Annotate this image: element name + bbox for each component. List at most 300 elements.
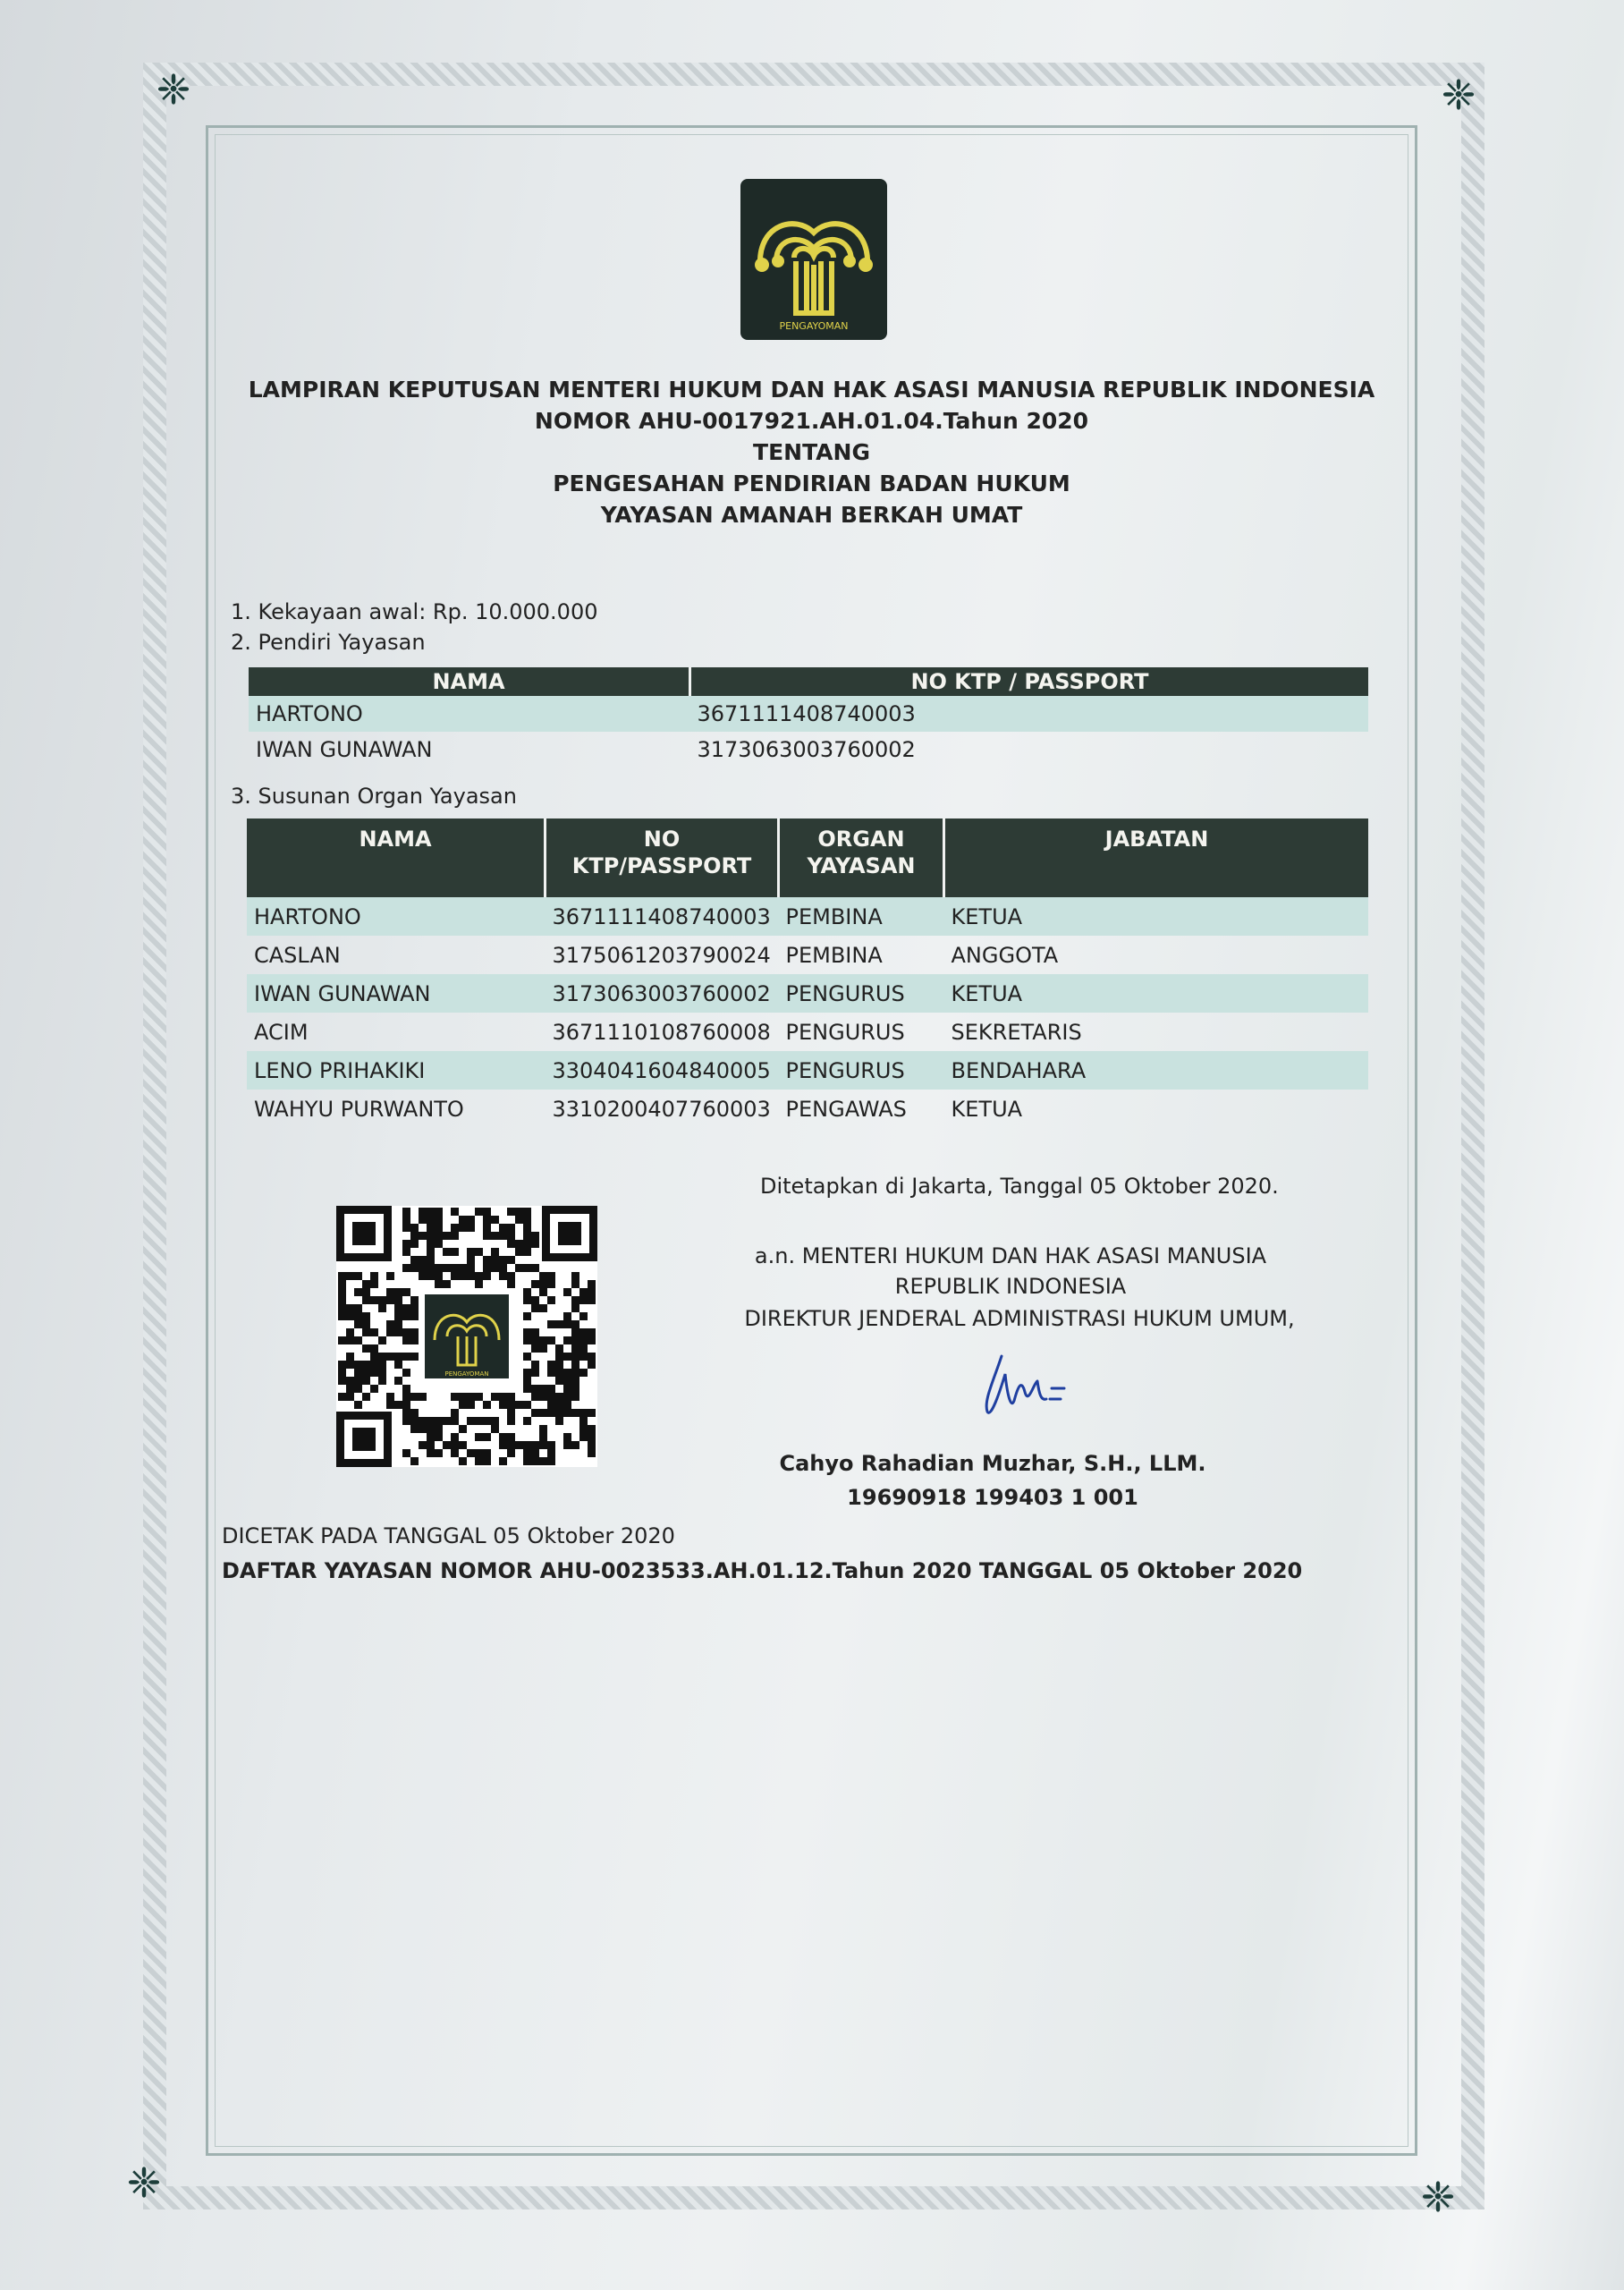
qr-module <box>571 1320 579 1328</box>
qr-module <box>475 1433 483 1441</box>
qr-module <box>410 1457 419 1465</box>
organ-position: ANGGOTA <box>951 942 1059 968</box>
qr-module <box>507 1393 515 1401</box>
organs-table <box>247 818 1368 1128</box>
qr-module <box>459 1457 467 1465</box>
qr-module <box>523 1240 531 1248</box>
column-header: ORGAN YAYASAN <box>779 818 944 897</box>
table-row <box>247 1051 1368 1090</box>
qr-module <box>588 1288 596 1296</box>
qr-module <box>467 1417 475 1425</box>
qr-module <box>531 1304 539 1312</box>
qr-module <box>419 1208 427 1216</box>
qr-module <box>338 1280 346 1288</box>
pengayoman-emblem-icon <box>740 179 887 340</box>
qr-module <box>588 1328 596 1336</box>
qr-module <box>539 1385 547 1393</box>
qr-module <box>531 1296 539 1304</box>
qr-module <box>386 1328 394 1336</box>
qr-caption: PENGAYOMAN <box>444 1370 489 1378</box>
qr-module <box>443 1280 451 1288</box>
qr-module <box>346 1336 354 1344</box>
qr-module <box>531 1240 539 1248</box>
qr-module <box>588 1433 596 1441</box>
qr-module <box>523 1385 531 1393</box>
qr-module <box>419 1441 427 1449</box>
founders-table <box>249 667 1368 768</box>
qr-module <box>547 1393 555 1401</box>
qr-module <box>571 1361 579 1369</box>
qr-module <box>547 1369 555 1377</box>
qr-module <box>539 1433 547 1441</box>
qr-module <box>563 1441 571 1449</box>
qr-module <box>467 1224 475 1232</box>
qr-module <box>539 1409 547 1417</box>
qr-module <box>531 1344 539 1353</box>
qr-module <box>427 1256 435 1264</box>
qr-module <box>539 1344 547 1353</box>
qr-module <box>346 1272 354 1280</box>
qr-module <box>563 1336 571 1344</box>
qr-module <box>394 1312 402 1320</box>
qr-module <box>499 1224 507 1232</box>
qr-code-icon <box>336 1206 597 1467</box>
qr-module <box>354 1320 362 1328</box>
qr-module <box>362 1344 370 1353</box>
qr-module <box>354 1336 362 1344</box>
on-behalf-line-1: a.n. MENTERI HUKUM DAN HAK ASASI MANUSIA <box>754 1243 1267 1268</box>
qr-module <box>531 1328 539 1336</box>
qr-module <box>571 1336 579 1344</box>
qr-module <box>402 1417 410 1425</box>
qr-module <box>378 1361 386 1369</box>
qr-module <box>338 1336 346 1344</box>
qr-module <box>435 1280 443 1288</box>
qr-module <box>523 1296 531 1304</box>
qr-module <box>563 1433 571 1441</box>
qr-module <box>386 1288 394 1296</box>
qr-module <box>435 1417 443 1425</box>
qr-module <box>459 1224 467 1232</box>
qr-module <box>515 1401 523 1409</box>
qr-module <box>419 1272 427 1280</box>
qr-module <box>410 1336 419 1344</box>
qr-module <box>427 1417 435 1425</box>
organ-body: PEMBINA <box>779 897 944 936</box>
qr-module <box>523 1312 531 1320</box>
qr-module <box>354 1288 362 1296</box>
qr-module <box>547 1320 555 1328</box>
qr-module <box>362 1296 370 1304</box>
qr-module <box>507 1433 515 1441</box>
qr-module <box>435 1433 443 1441</box>
qr-module <box>483 1216 491 1224</box>
qr-module <box>338 1369 346 1377</box>
qr-module <box>410 1353 419 1361</box>
qr-module <box>507 1232 515 1240</box>
qr-module <box>370 1369 378 1377</box>
qr-module <box>378 1304 386 1312</box>
qr-module <box>588 1353 596 1361</box>
qr-module <box>563 1393 571 1401</box>
qr-module <box>338 1272 346 1280</box>
title-line-2: NOMOR AHU-0017921.AH.01.04.Tahun 2020 <box>534 408 1089 434</box>
qr-module <box>419 1232 427 1240</box>
qr-module <box>588 1336 596 1344</box>
organ-id: 3671110108760008 <box>552 1019 771 1045</box>
qr-module <box>427 1449 435 1457</box>
qr-module <box>571 1296 579 1304</box>
qr-module <box>370 1280 378 1288</box>
qr-module <box>588 1361 596 1369</box>
qr-module <box>338 1361 346 1369</box>
qr-module <box>531 1369 539 1377</box>
decree-place-date: Ditetapkan di Jakarta, Tanggal 05 Oktober 2020. <box>760 1174 1279 1199</box>
qr-module <box>427 1208 435 1216</box>
qr-module <box>354 1312 362 1320</box>
qr-module <box>579 1409 588 1417</box>
qr-module <box>467 1256 475 1264</box>
logo-caption: PENGAYOMAN <box>779 320 849 332</box>
qr-module <box>427 1248 435 1256</box>
qr-module <box>419 1393 427 1401</box>
qr-module <box>338 1288 346 1296</box>
qr-module <box>402 1393 410 1401</box>
qr-module <box>402 1208 410 1216</box>
qr-module <box>483 1457 491 1465</box>
qr-module <box>499 1457 507 1465</box>
qr-module <box>539 1441 547 1449</box>
qr-module <box>354 1272 362 1280</box>
qr-module <box>507 1256 515 1264</box>
qr-module <box>394 1296 402 1304</box>
organ-body: PENGAWAS <box>785 1096 907 1122</box>
organ-id: 3304041604840005 <box>546 1051 779 1090</box>
qr-module <box>338 1377 346 1385</box>
qr-module <box>410 1304 419 1312</box>
organ-name: HARTONO <box>247 897 546 936</box>
qr-module <box>507 1224 515 1232</box>
qr-module <box>483 1232 491 1240</box>
qr-module <box>346 1353 354 1361</box>
qr-module <box>483 1417 491 1425</box>
qr-module <box>555 1369 563 1377</box>
qr-module <box>378 1336 386 1344</box>
organ-position: KETUA <box>951 1096 1023 1122</box>
qr-module <box>531 1280 539 1288</box>
qr-module <box>346 1328 354 1336</box>
qr-module <box>547 1385 555 1393</box>
organ-position: KETUA <box>944 897 1369 936</box>
qr-module <box>435 1264 443 1272</box>
qr-module <box>579 1296 588 1304</box>
qr-module <box>467 1264 475 1272</box>
qr-module <box>499 1401 507 1409</box>
qr-module <box>435 1232 443 1240</box>
qr-module <box>402 1385 410 1393</box>
qr-module <box>402 1264 410 1272</box>
qr-module <box>475 1280 483 1288</box>
qr-module <box>410 1264 419 1272</box>
qr-module <box>588 1441 596 1449</box>
qr-module <box>435 1272 443 1280</box>
qr-module <box>579 1433 588 1441</box>
qr-module <box>410 1312 419 1320</box>
qr-module <box>459 1401 467 1409</box>
qr-module <box>410 1417 419 1425</box>
qr-module <box>402 1216 410 1224</box>
title-line-3: TENTANG <box>753 439 870 465</box>
qr-module <box>547 1361 555 1369</box>
qr-module <box>588 1280 596 1288</box>
qr-module <box>483 1208 491 1216</box>
qr-module <box>515 1208 523 1216</box>
corner-ornament-icon: ❈ <box>1420 2173 1456 2221</box>
column-header: JABATAN <box>944 818 1369 897</box>
qr-module <box>475 1417 483 1425</box>
corner-ornament-icon: ❈ <box>156 65 191 114</box>
qr-module <box>523 1328 531 1336</box>
qr-module <box>419 1216 427 1224</box>
qr-module <box>507 1441 515 1449</box>
qr-module <box>579 1328 588 1336</box>
qr-module <box>563 1288 571 1296</box>
qr-module <box>451 1208 459 1216</box>
qr-module <box>523 1377 531 1385</box>
qr-module <box>571 1441 579 1449</box>
qr-module <box>491 1232 499 1240</box>
qr-module <box>539 1457 547 1465</box>
qr-module <box>362 1377 370 1385</box>
qr-module <box>507 1417 515 1425</box>
qr-module <box>523 1288 531 1296</box>
qr-module <box>435 1216 443 1224</box>
qr-module <box>346 1361 354 1369</box>
qr-module <box>555 1320 563 1328</box>
qr-module <box>370 1361 378 1369</box>
title-line-4: PENGESAHAN PENDIRIAN BADAN HUKUM <box>553 471 1070 496</box>
organ-position: KETUA <box>944 974 1369 1013</box>
qr-module <box>427 1441 435 1449</box>
qr-module <box>394 1401 402 1409</box>
organ-body: PENGURUS <box>779 974 944 1013</box>
qr-module <box>362 1320 370 1328</box>
qr-module <box>410 1409 419 1417</box>
qr-module <box>410 1224 419 1232</box>
qr-module <box>483 1433 491 1441</box>
corner-ornament-icon: ❈ <box>1441 71 1476 119</box>
qr-module <box>354 1369 362 1377</box>
qr-module <box>427 1224 435 1232</box>
qr-module <box>563 1385 571 1393</box>
signer-nip: 19690918 199403 1 001 <box>847 1485 1138 1510</box>
qr-module <box>451 1272 459 1280</box>
qr-module <box>547 1280 555 1288</box>
qr-module <box>427 1272 435 1280</box>
qr-module <box>579 1369 588 1377</box>
qr-module <box>378 1369 386 1377</box>
qr-module <box>507 1449 515 1457</box>
qr-module <box>523 1353 531 1361</box>
signature-icon <box>975 1338 1082 1428</box>
qr-module <box>563 1409 571 1417</box>
qr-module <box>483 1272 491 1280</box>
qr-module <box>419 1417 427 1425</box>
qr-module <box>571 1385 579 1393</box>
qr-module <box>451 1433 459 1441</box>
qr-module <box>547 1296 555 1304</box>
qr-module <box>346 1385 354 1393</box>
table-row <box>247 1013 1368 1051</box>
qr-module <box>555 1377 563 1385</box>
qr-module <box>370 1328 378 1336</box>
qr-module <box>547 1457 555 1465</box>
qr-module <box>539 1288 547 1296</box>
qr-module <box>499 1256 507 1264</box>
qr-module <box>386 1320 394 1328</box>
organ-name: ACIM <box>254 1019 309 1045</box>
qr-module <box>410 1232 419 1240</box>
qr-module <box>571 1369 579 1377</box>
qr-module <box>467 1216 475 1224</box>
qr-module <box>547 1272 555 1280</box>
qr-module <box>410 1296 419 1304</box>
qr-module <box>523 1457 531 1465</box>
qr-module <box>579 1336 588 1344</box>
qr-module <box>386 1353 394 1361</box>
qr-module <box>539 1393 547 1401</box>
qr-module <box>531 1336 539 1344</box>
qr-module <box>410 1425 419 1433</box>
qr-module <box>402 1409 410 1417</box>
qr-module <box>435 1208 443 1216</box>
qr-module <box>515 1216 523 1224</box>
qr-module <box>491 1393 499 1401</box>
qr-module <box>491 1216 499 1224</box>
qr-module <box>475 1393 483 1401</box>
qr-module <box>563 1369 571 1377</box>
qr-module <box>579 1344 588 1353</box>
qr-module <box>410 1328 419 1336</box>
qr-module <box>386 1272 394 1280</box>
organ-name: LENO PRIHAKIKI <box>247 1051 546 1090</box>
qr-module <box>402 1312 410 1320</box>
qr-module <box>362 1288 370 1296</box>
qr-module <box>579 1417 588 1425</box>
qr-module <box>459 1264 467 1272</box>
qr-module <box>499 1264 507 1272</box>
qr-module <box>571 1304 579 1312</box>
column-header: NAMA <box>249 667 690 696</box>
qr-module <box>419 1256 427 1264</box>
qr-module <box>370 1344 378 1353</box>
qr-module <box>555 1401 563 1409</box>
qr-module <box>555 1409 563 1417</box>
qr-module <box>547 1336 555 1344</box>
qr-module <box>499 1232 507 1240</box>
table-row <box>247 1090 1368 1128</box>
qr-module <box>467 1449 475 1457</box>
qr-module <box>402 1401 410 1409</box>
qr-module <box>410 1393 419 1401</box>
qr-module <box>459 1425 467 1433</box>
qr-module <box>563 1312 571 1320</box>
qr-module <box>555 1361 563 1369</box>
qr-module <box>531 1385 539 1393</box>
qr-module <box>354 1377 362 1385</box>
qr-module <box>394 1353 402 1361</box>
qr-module <box>507 1272 515 1280</box>
qr-module <box>451 1449 459 1457</box>
qr-module <box>451 1393 459 1401</box>
qr-module <box>539 1336 547 1344</box>
qr-module <box>427 1240 435 1248</box>
qr-module <box>555 1393 563 1401</box>
qr-module <box>531 1361 539 1369</box>
registry-number: DAFTAR YAYASAN NOMOR AHU-0023533.AH.01.12.Tahun 2020 TANGGAL 05 Oktober 2020 <box>222 1558 1303 1583</box>
qr-module <box>539 1272 547 1280</box>
qr-module <box>563 1353 571 1361</box>
qr-module <box>555 1417 563 1425</box>
qr-module <box>588 1425 596 1433</box>
qr-module <box>410 1256 419 1264</box>
qr-module <box>491 1248 499 1256</box>
qr-module <box>579 1425 588 1433</box>
qr-module <box>394 1377 402 1385</box>
qr-module <box>588 1409 596 1417</box>
qr-module <box>354 1385 362 1393</box>
founder-name: IWAN GUNAWAN <box>256 737 433 762</box>
qr-module <box>571 1280 579 1288</box>
qr-module <box>531 1409 539 1417</box>
qr-module <box>443 1417 451 1425</box>
qr-module <box>362 1361 370 1369</box>
organs-heading: 3. Susunan Organ Yayasan <box>231 784 517 809</box>
qr-module <box>362 1328 370 1336</box>
qr-module <box>523 1232 531 1240</box>
qr-module <box>475 1449 483 1457</box>
qr-module <box>555 1344 563 1353</box>
on-behalf-line-3: DIREKTUR JENDERAL ADMINISTRASI HUKUM UMUM, <box>744 1306 1295 1331</box>
qr-module <box>491 1417 499 1425</box>
qr-module <box>427 1433 435 1441</box>
title-line-1: LAMPIRAN KEPUTUSAN MENTERI HUKUM DAN HAK ASASI MANUSIA REPUBLIK INDONESIA <box>248 377 1375 403</box>
organ-position: BENDAHARA <box>944 1051 1369 1090</box>
qr-module <box>435 1224 443 1232</box>
qr-module <box>523 1208 531 1216</box>
qr-module <box>443 1248 451 1256</box>
qr-module <box>362 1393 370 1401</box>
qr-module <box>394 1320 402 1328</box>
qr-module <box>499 1272 507 1280</box>
qr-module <box>523 1264 531 1272</box>
qr-module <box>346 1312 354 1320</box>
qr-module <box>346 1304 354 1312</box>
qr-module <box>362 1312 370 1320</box>
table-row <box>247 974 1368 1013</box>
qr-module <box>402 1449 410 1457</box>
qr-module <box>402 1288 410 1296</box>
qr-module <box>515 1240 523 1248</box>
column-header: NAMA <box>247 818 546 897</box>
founders-heading: 2. Pendiri Yayasan <box>231 630 426 655</box>
table-row <box>247 897 1368 936</box>
qr-module <box>588 1296 596 1304</box>
qr-module <box>515 1441 523 1449</box>
qr-module <box>451 1441 459 1449</box>
qr-module <box>451 1224 459 1232</box>
qr-module <box>547 1441 555 1449</box>
